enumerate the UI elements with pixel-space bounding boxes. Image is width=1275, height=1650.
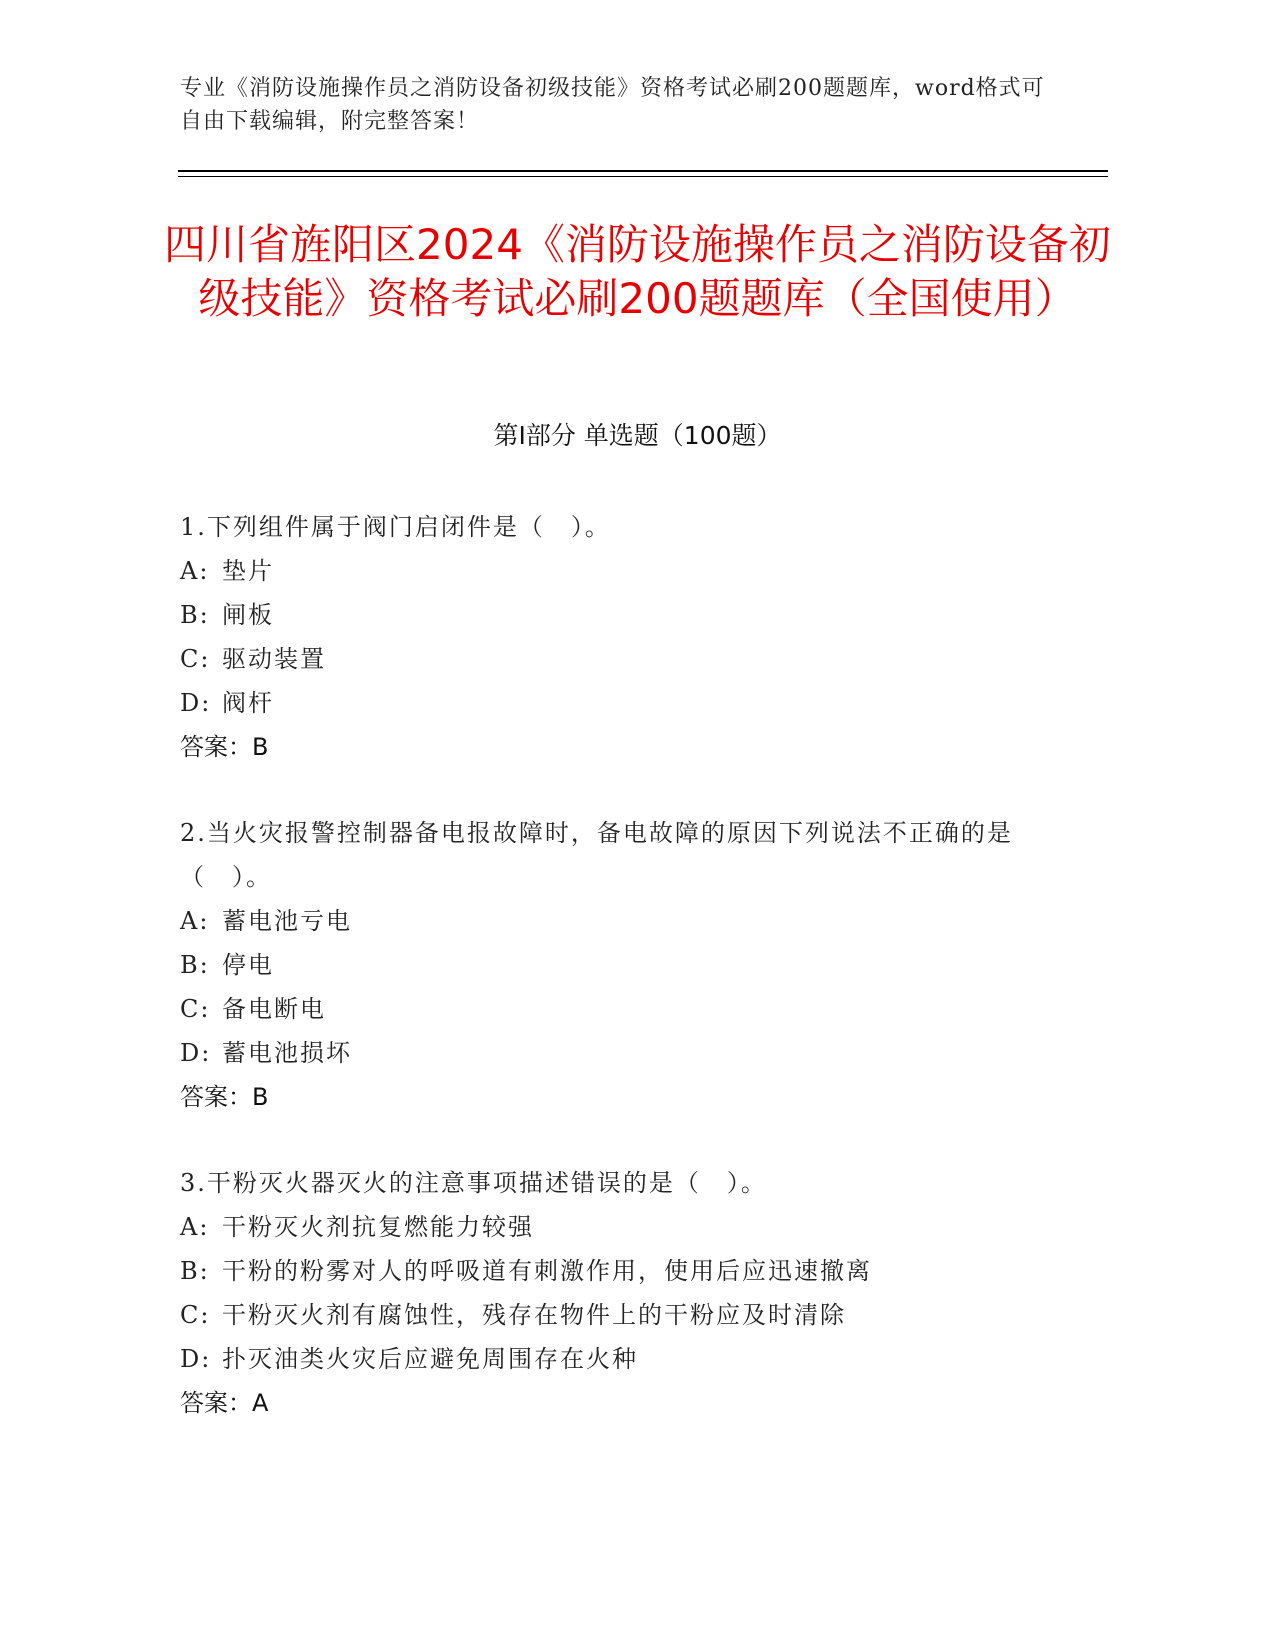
option-text: 蓄电池损坏 [222,1039,352,1067]
document-title: 四川省旌阳区2024《消防设施操作员之消防设备初级技能》资格考试必刷200题题库（全国使用） [164,220,1111,323]
option-b [180,1249,1040,1293]
option-letter: A: [180,907,210,935]
option-letter: C: [180,645,211,673]
option-letter: C: [180,1301,211,1329]
option-text: 蓄电池亏电 [222,907,352,935]
option-letter: D: [180,1039,212,1067]
option-a [180,1205,1040,1249]
answer-line: 答案：A [180,1389,269,1417]
option-text: 闸板 [222,601,274,629]
question-item [180,811,1040,1119]
option-a [180,899,1040,943]
option-a [180,549,1040,593]
option-text: 驱动装置 [222,645,326,673]
option-c [180,987,1040,1031]
option-letter: B: [180,1257,210,1285]
option-c [180,637,1040,681]
option-letter: D: [180,1345,212,1373]
option-c [180,1293,1040,1337]
question-stem: 3.干粉灭火器灭火的注意事项描述错误的是（ ）。 [180,1169,767,1197]
question-list [180,505,1040,1467]
option-d [180,1337,1040,1381]
option-text: 垫片 [222,557,274,585]
option-text: 干粉的粉雾对人的呼吸道有刺激作用，使用后应迅速撤离 [222,1257,872,1285]
question-item [180,1161,1040,1425]
header-note: 专业《消防设施操作员之消防设备初级技能》资格考试必刷200题题库，word格式可自由下载编辑，附完整答案！ [180,76,1045,134]
section-title: 第Ⅰ部分 单选题（100题） [493,421,782,450]
option-b [180,943,1040,987]
option-text: 停电 [222,951,274,979]
option-letter: B: [180,951,210,979]
option-letter: A: [180,1213,210,1241]
answer-line: 答案：B [180,1083,269,1111]
option-text: 备电断电 [222,995,326,1023]
option-letter: D: [180,689,212,717]
option-text: 扑灭油类火灾后应避免周围存在火种 [222,1345,638,1373]
option-d [180,681,1040,725]
question-stem: 1.下列组件属于阀门启闭件是（ ）。 [180,513,611,541]
question-stem: 2.当火灾报警控制器备电报故障时，备电故障的原因下列说法不正确的是（ ）。 [180,819,1013,891]
option-text: 阀杆 [222,689,274,717]
option-b [180,593,1040,637]
header-divider-thin [178,176,1108,177]
option-letter: C: [180,995,211,1023]
option-letter: A: [180,557,210,585]
option-text: 干粉灭火剂抗复燃能力较强 [222,1213,534,1241]
option-text: 干粉灭火剂有腐蚀性，残存在物件上的干粉应及时清除 [222,1301,846,1329]
option-d [180,1031,1040,1075]
header-divider-thick [178,170,1108,172]
option-letter: B: [180,601,210,629]
answer-line: 答案：B [180,733,269,761]
question-item [180,505,1040,769]
